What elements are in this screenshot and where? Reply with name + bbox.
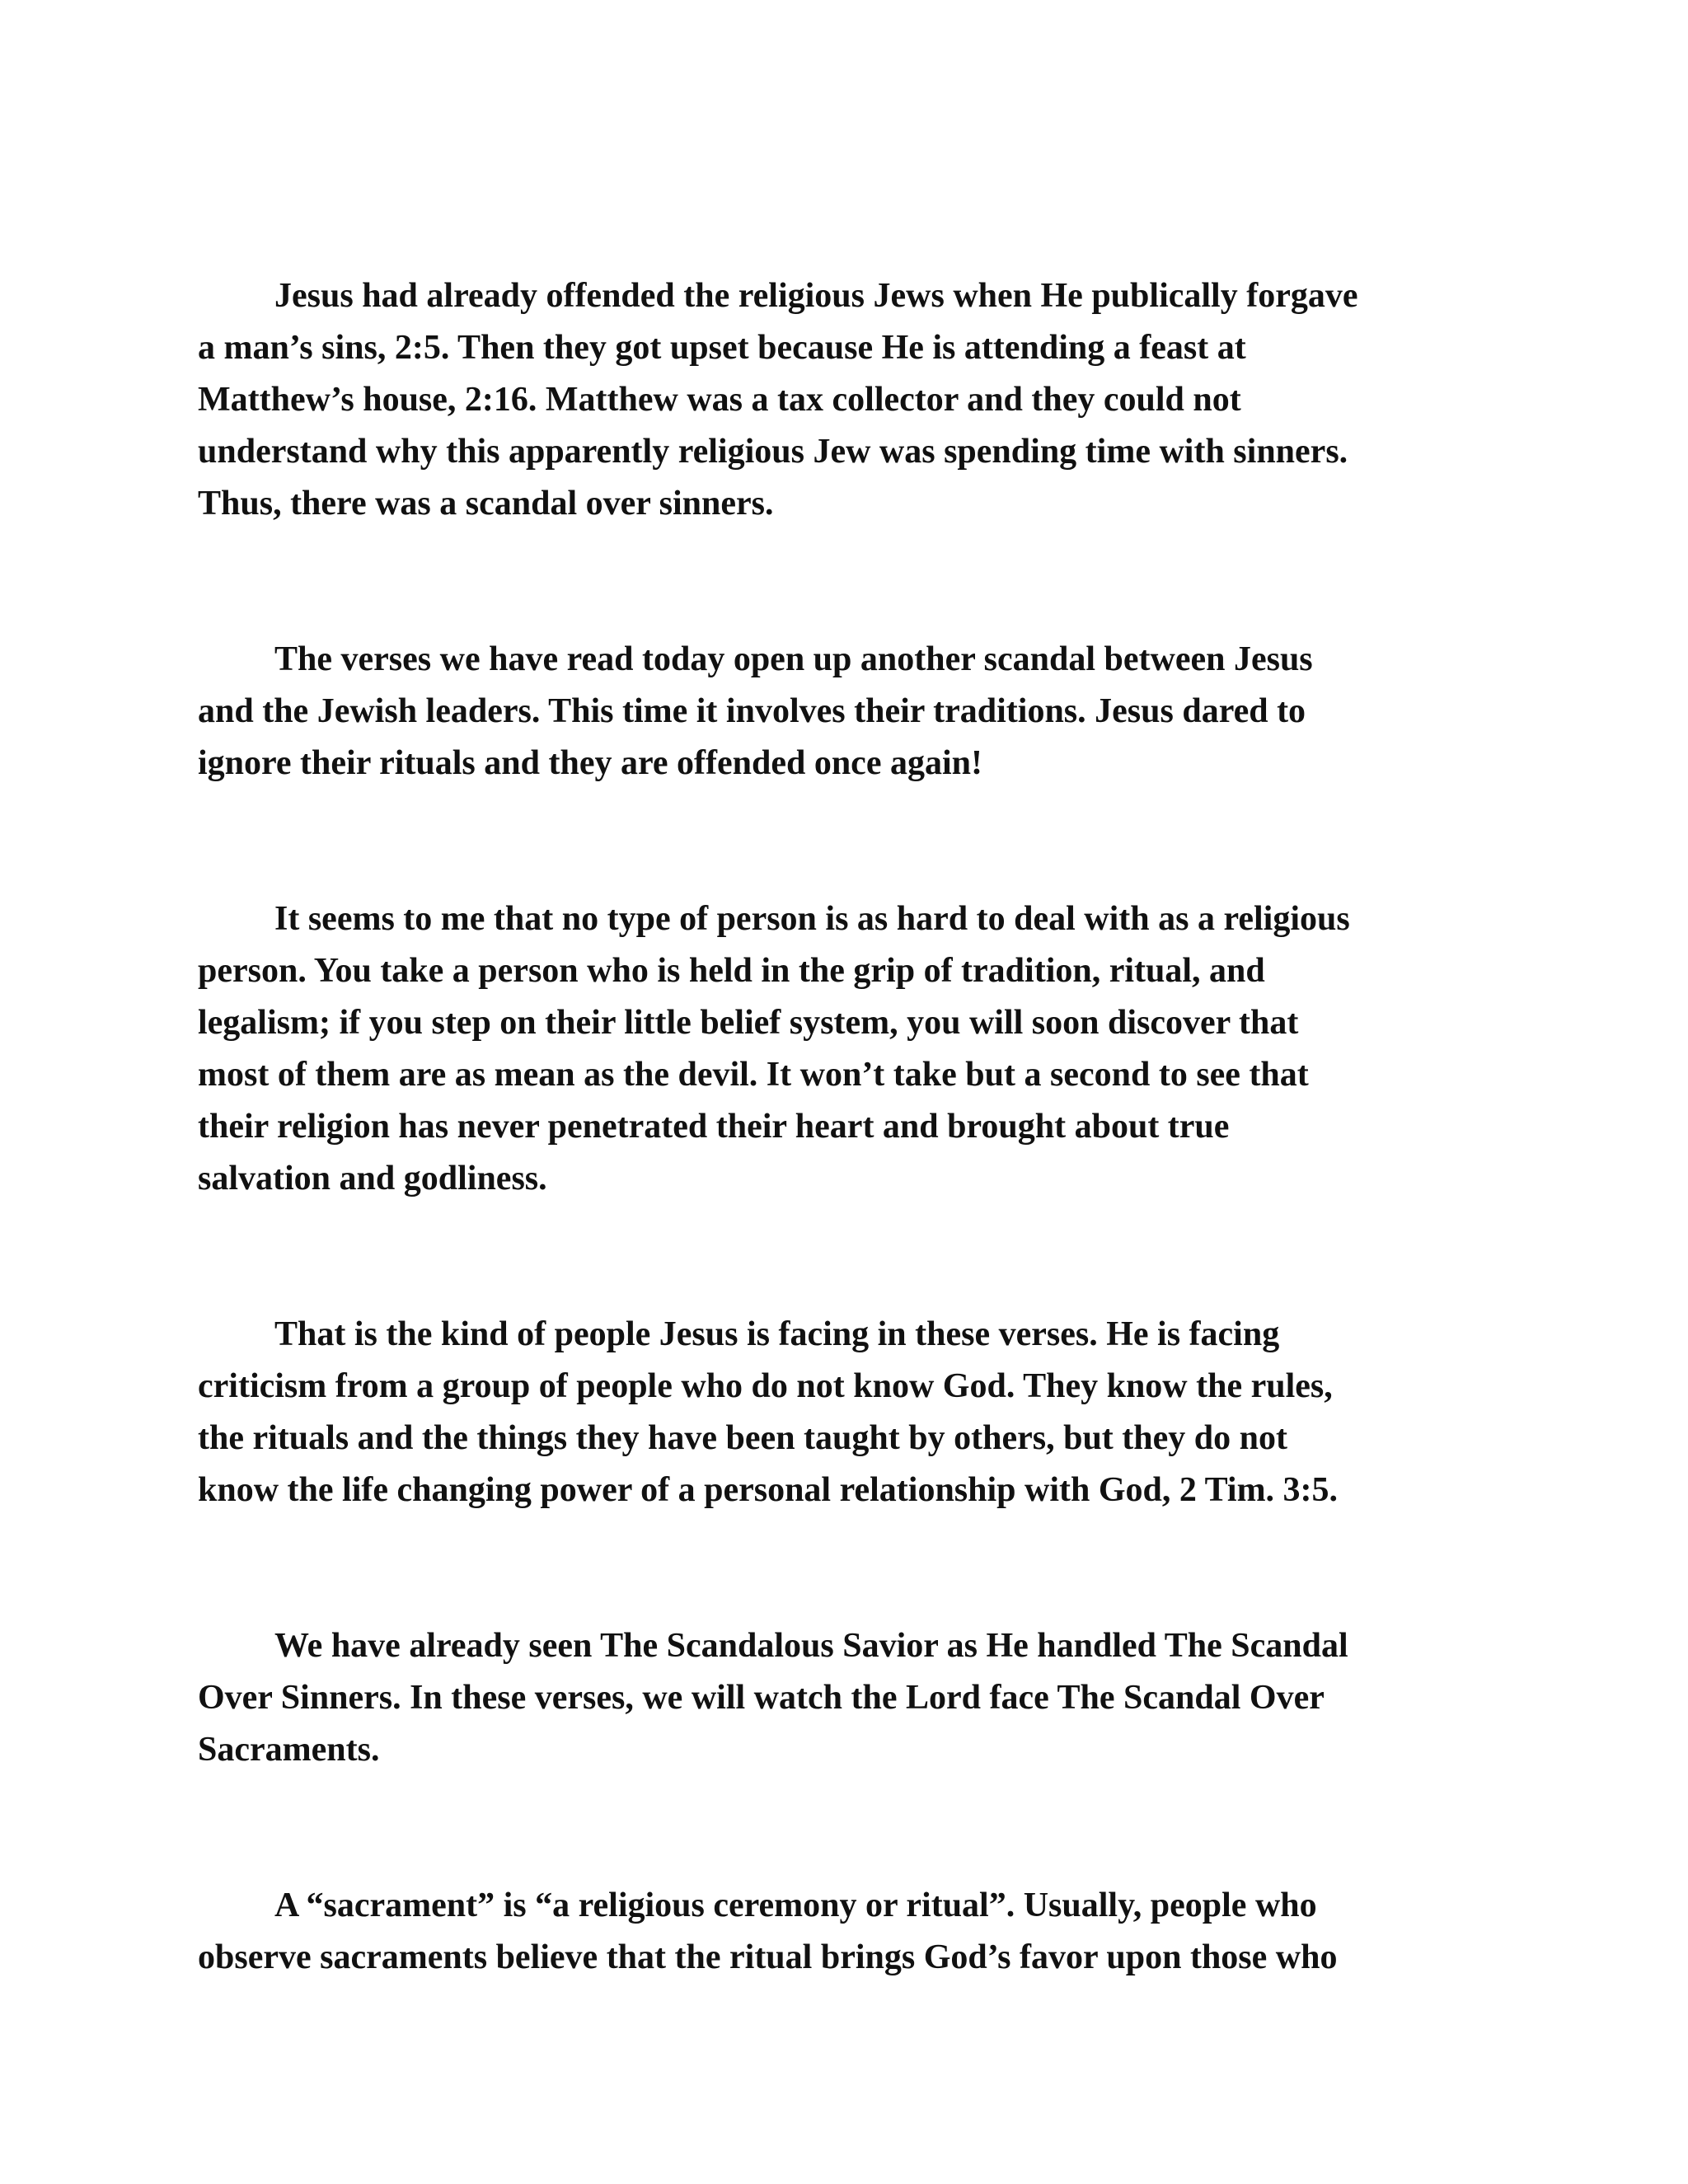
text-line: person. You take a person who is held in the grip of tradition, ritual, and xyxy=(198,952,1265,990)
text-line: legalism; if you step on their little belief system, you will soon discover that xyxy=(198,1004,1299,1042)
text-line: We have already seen The Scandalous Savior as He handled The Scandal xyxy=(274,1627,1348,1665)
text-line: That is the kind of people Jesus is facing in these verses. He is facing xyxy=(274,1315,1280,1353)
text-line: A “sacrament” is “a religious ceremony or ritual”. Usually, people who xyxy=(274,1886,1317,1924)
paragraph-3 xyxy=(198,893,1484,1205)
text-line: criticism from a group of people who do not know God. They know the rules, xyxy=(198,1367,1333,1405)
text-line: most of them are as mean as the devil. It won’t take but a second to see that xyxy=(198,1056,1309,1094)
text-line: salvation and godliness. xyxy=(198,1160,547,1197)
text-line: the rituals and the things they have been taught by others, but they do not xyxy=(198,1419,1287,1457)
paragraph-6 xyxy=(198,1880,1484,1984)
text-line: and the Jewish leaders. This time it involves their traditions. Jesus dared to xyxy=(198,692,1306,730)
text-line: their religion has never penetrated their heart and brought about true xyxy=(198,1108,1230,1146)
paragraph-1 xyxy=(198,270,1484,530)
paragraph-2 xyxy=(198,634,1484,790)
text-line: Jesus had already offended the religious Jews when He publically forgave xyxy=(274,277,1358,315)
text-line: The verses we have read today open up another scandal between Jesus xyxy=(274,640,1313,678)
text-line: Over Sinners. In these verses, we will watch the Lord face The Scandal Over xyxy=(198,1679,1325,1717)
text-line: understand why this apparently religious Jew was spending time with sinners. xyxy=(198,433,1348,471)
document-body xyxy=(198,270,1484,2088)
text-line: It seems to me that no type of person is as hard to deal with as a religious xyxy=(274,900,1350,938)
text-line: a man’s sins, 2:5. Then they got upset because He is attending a feast at xyxy=(198,329,1246,367)
text-line: Sacraments. xyxy=(198,1731,380,1769)
paragraph-5 xyxy=(198,1620,1484,1776)
text-line: ignore their rituals and they are offended once again! xyxy=(198,744,982,782)
text-line: Thus, there was a scandal over sinners. xyxy=(198,485,774,523)
text-line: know the life changing power of a personal relationship with God, 2 Tim. 3:5. xyxy=(198,1471,1339,1509)
text-line: Matthew’s house, 2:16. Matthew was a tax collector and they could not xyxy=(198,381,1241,419)
paragraph-4 xyxy=(198,1309,1484,1516)
text-line: observe sacraments believe that the ritual brings God’s favor upon those who xyxy=(198,1938,1338,1976)
